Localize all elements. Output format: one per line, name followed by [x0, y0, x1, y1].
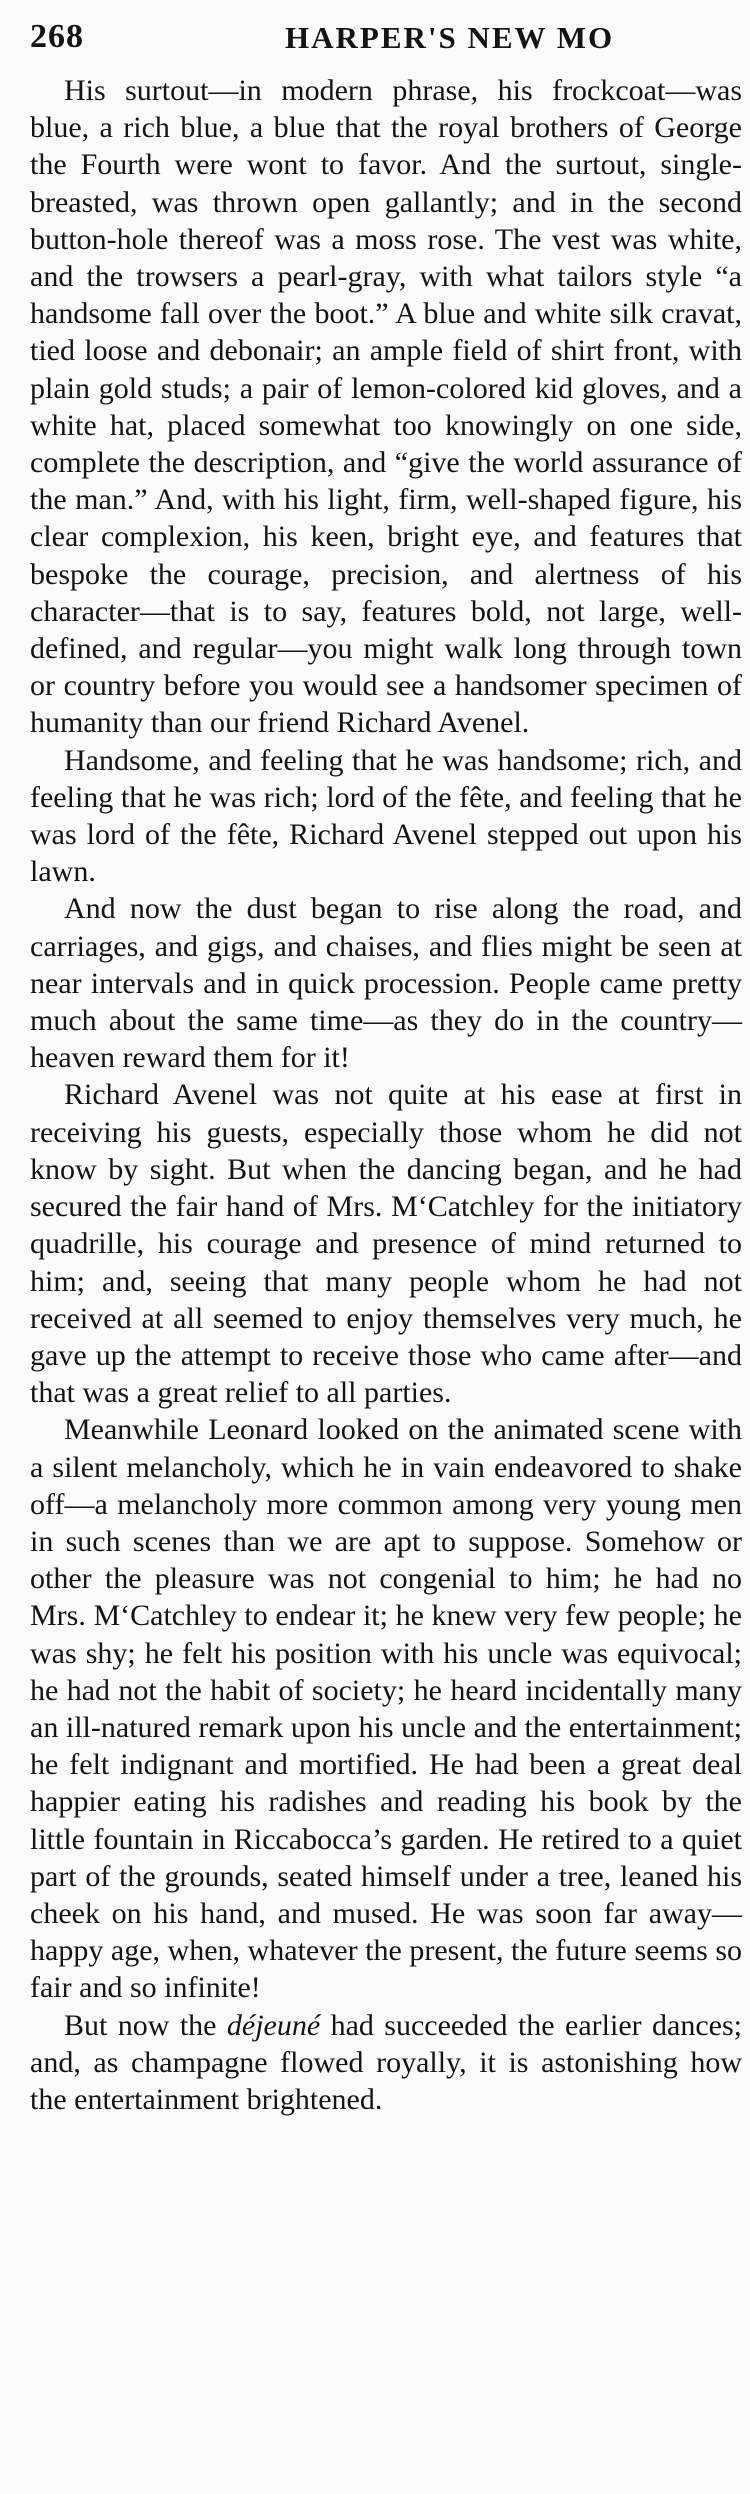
paragraph: Handsome, and feeling that he was handsome; rich, and feeling that he was rich; lord of the fête, and feeling that he was lord of the fête, Richard Avenel stepped out upon his lawn.	[30, 743, 742, 889]
running-title: HARPER'S NEW MO	[285, 20, 615, 55]
page-header	[30, 18, 750, 58]
paragraph: Meanwhile Leonard looked on the animated scene with a silent melancholy, which he in vain endeavored to shake off—a melancholy more common among very young men in such scenes than we are apt to suppose. Somehow or other the pleasure was not congenial to him; he had no Mrs. M‘Catchley to endear it; he knew very few people; he was shy; he felt his position with his uncle was equivocal; he had not the habit of society; he heard incidentally many an ill-natured remark upon his uncle and the entertainment; he felt indignant and mortified. He had been a great deal happier eating his radishes and reading his book by the little fountain in Riccabocca’s garden. He retired to a quiet part of the grounds, seated himself under a tree, leaned his cheek on his hand, and mused. He was soon far away—happy age, when, whatever the present, the future seems so fair and so infinite!	[30, 1413, 742, 2005]
paragraph	[30, 2007, 742, 2119]
paragraph-text: But now the	[64, 2008, 227, 2042]
italic-term: déjeuné	[226, 2008, 321, 2042]
paragraph: His surtout—in modern phrase, his frockcoat—was blue, a rich blue, a blue that the royal brothers of George the Fourth were wont to favor. And the surtout, single-breasted, was thrown open gallantly; and in the second button-hole thereof was a moss rose. The vest was white, and the trowsers a pearl-gray, with what tailors style “a handsome fall over the boot.” A blue and white silk cravat, tied loose and debonair; an ample field of shirt front, with plain gold studs; a pair of lemon-colored kid gloves, and a white hat, placed somewhat too knowingly on one side, complete the description, and “give the world assurance of the man.” And, with his light, firm, well-shaped figure, his clear complexion, his keen, bright eye, and features that bespoke the courage, precision, and alertness of his character—that is to say, features bold, not large, well-defined, and regular—you might walk long through town or country before you would see a handsomer specimen of humanity than our friend Richard Avenel.	[30, 74, 742, 740]
page-number: 268	[30, 18, 84, 55]
paragraph: And now the dust began to rise along the road, and carriages, and gigs, and chaises, and flies might be seen at near intervals and in quick procession. People came pretty much about the same time—as they do in the country—heaven reward them for it!	[30, 892, 742, 1075]
paragraph: Richard Avenel was not quite at his ease at first in receiving his guests, especially those whom he did not know by sight. But when the dancing began, and he had secured the fair hand of Mrs. M‘Catchley for the initiatory quadrille, his courage and presence of mind returned to him; and, seeing that many people whom he had not received at all seemed to enjoy themselves very much, he gave up the attempt to receive those who came after—and that was a great relief to all parties.	[30, 1078, 742, 1410]
paragraph-text: had succeeded the earlier dances; and, as champagne flowed royally, it is astonishing how the entertainment brightened.	[30, 2008, 742, 2116]
body-text	[30, 72, 742, 2118]
